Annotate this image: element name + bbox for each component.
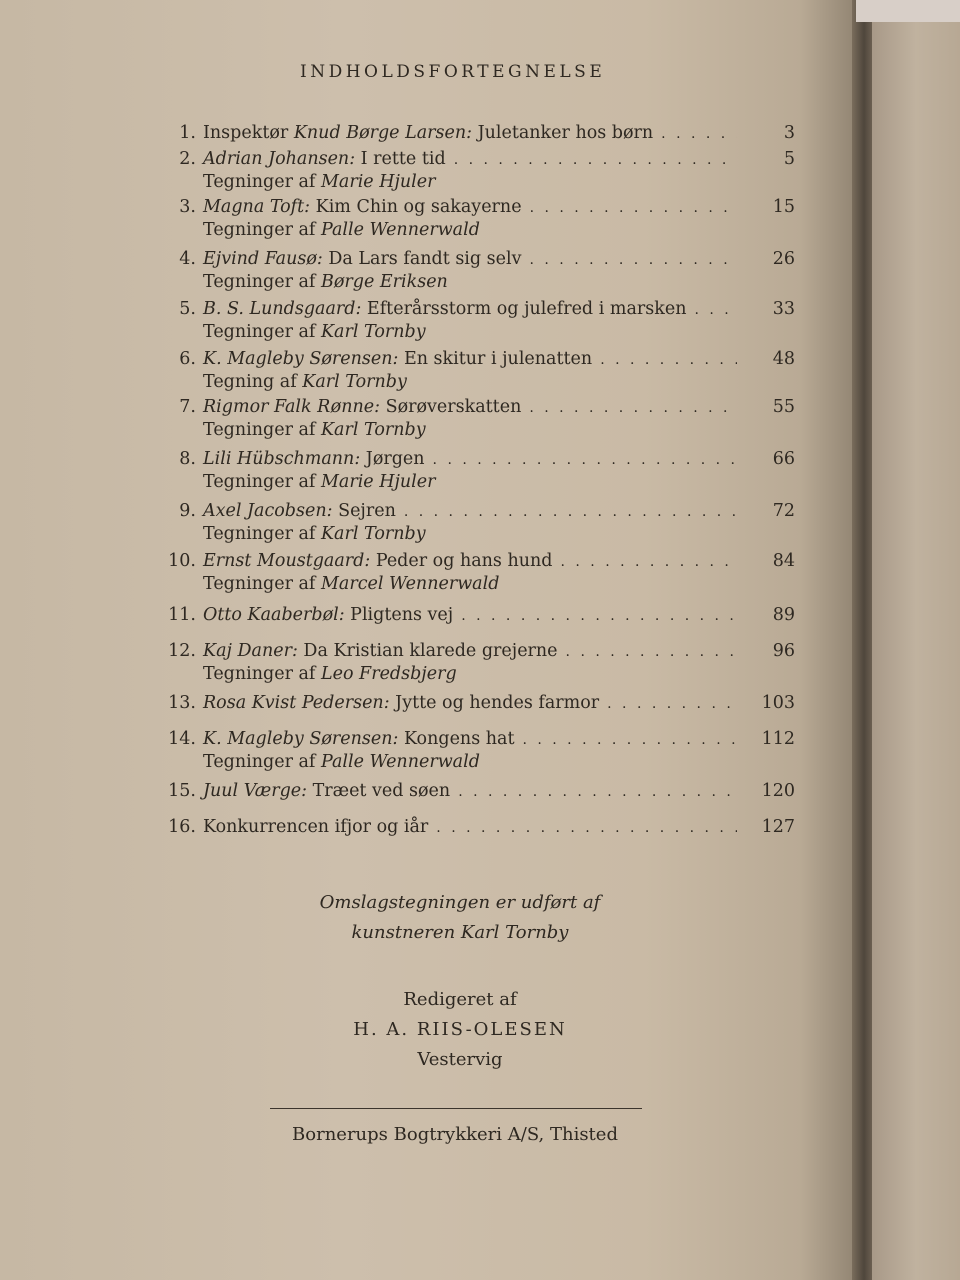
toc-entry — [120, 500, 795, 545]
printer-imprint: Bornerups Bogtrykkeri A/S, Thisted — [292, 1124, 618, 1145]
leader-dots — [530, 197, 737, 219]
toc-entry-row — [120, 816, 795, 839]
toc-entry — [120, 816, 795, 839]
entry-number: 1. — [179, 123, 196, 143]
entry-author: Otto Kaaberbøl: — [203, 605, 345, 625]
illustrator-name: Palle Wennerwald — [320, 220, 480, 240]
illustrator-prefix: Tegninger af — [203, 220, 321, 240]
entry-page-number: 72 — [772, 501, 795, 521]
entry-title-line — [203, 348, 592, 370]
entry-prefix: Inspektør — [203, 123, 294, 143]
entry-number: 3. — [179, 197, 196, 217]
entry-author: Rigmor Falk Rønne: — [203, 397, 381, 417]
entry-title: Efterårsstorm og julefred i marsken — [361, 299, 687, 319]
entry-author: K. Magleby Sørensen: — [203, 729, 399, 749]
entry-author: Ernst Moustgaard: — [203, 551, 371, 571]
toc-entry — [120, 396, 795, 441]
illustrator-prefix: Tegninger af — [203, 172, 321, 192]
leader-dots — [522, 729, 737, 751]
entry-page-number: 89 — [772, 605, 795, 625]
divider-rule — [270, 1108, 642, 1109]
toc-entry — [120, 448, 795, 493]
entry-page-number: 66 — [772, 449, 795, 469]
illustrator-prefix: Tegninger af — [203, 574, 321, 594]
illustrator-name: Karl Tornby — [320, 420, 426, 440]
entry-title-line — [203, 448, 425, 470]
leader-dots — [661, 123, 737, 145]
toc-entry-row — [120, 550, 795, 573]
entry-title-line — [203, 640, 558, 662]
entry-illustrator-line — [120, 523, 795, 545]
entry-illustrator-line — [120, 321, 795, 343]
entry-title-line — [203, 550, 553, 572]
toc-entry — [120, 196, 795, 241]
entry-title: I rette tid — [355, 149, 446, 169]
illustrator-prefix: Tegning af — [203, 372, 303, 392]
illustrator-prefix: Tegninger af — [203, 322, 321, 342]
entry-title: Jørgen — [360, 449, 425, 469]
toc-heading: INDHOLDSFORTEGNELSE — [300, 62, 606, 82]
toc-entry-row — [120, 196, 795, 219]
entry-page-number: 5 — [783, 149, 795, 169]
entry-page-number: 96 — [772, 641, 795, 661]
entry-number: 13. — [168, 693, 196, 713]
entry-title-line — [203, 148, 446, 170]
entry-title: Sørøverskatten — [380, 397, 522, 417]
toc-entry-row — [120, 122, 795, 145]
leader-dots — [461, 605, 737, 627]
facing-page-edge — [872, 0, 960, 1280]
editor-place: Vestervig — [417, 1049, 503, 1070]
entry-illustrator-line — [120, 219, 795, 241]
entry-title-line — [203, 196, 522, 218]
toc-entry-row — [120, 500, 795, 523]
entry-number: 14. — [168, 729, 196, 749]
entry-number: 8. — [179, 449, 196, 469]
entry-illustrator-line — [120, 371, 795, 393]
illustrator-prefix: Tegninger af — [203, 664, 321, 684]
toc-entry-row — [120, 448, 795, 471]
entry-title: Da Lars fandt sig selv — [322, 249, 522, 269]
entry-author: B. S. Lundsgaard: — [203, 299, 362, 319]
entry-title-line — [203, 248, 522, 270]
leader-dots — [600, 349, 737, 371]
cover-note-line: Omslagstegningen er udført af — [319, 892, 601, 913]
toc-entry-row — [120, 148, 795, 171]
illustrator-name: Børge Eriksen — [320, 272, 448, 292]
entry-number: 9. — [179, 501, 196, 521]
entry-title: Træet ved søen — [307, 781, 451, 801]
entry-title: Da Kristian klarede grejerne — [297, 641, 558, 661]
leader-dots — [561, 551, 738, 573]
entry-title-line — [203, 298, 686, 320]
entry-page-number: 84 — [772, 551, 795, 571]
entry-author: Ejvind Fausø: — [203, 249, 323, 269]
entry-author: Knud Børge Larsen: — [293, 123, 473, 143]
entry-title: Kongens hat — [398, 729, 515, 749]
leader-dots — [566, 641, 737, 663]
entry-illustrator-line — [120, 751, 795, 773]
entry-title-line — [203, 500, 396, 522]
illustrator-name: Karl Tornby — [320, 322, 426, 342]
illustrator-prefix: Tegninger af — [203, 272, 321, 292]
illustrator-name: Leo Fredsbjerg — [320, 664, 457, 684]
entry-illustrator-line — [120, 663, 795, 685]
entry-title: Sejren — [332, 501, 396, 521]
illustrator-name: Palle Wennerwald — [320, 752, 480, 772]
toc-entry — [120, 122, 795, 145]
toc-entry — [120, 248, 795, 293]
entry-author: Axel Jacobsen: — [203, 501, 333, 521]
entry-title: Juletanker hos børn — [472, 123, 654, 143]
entry-page-number: 15 — [772, 197, 795, 217]
entry-number: 5. — [179, 299, 196, 319]
illustrator-name: Marcel Wennerwald — [320, 574, 500, 594]
entry-title-line — [203, 728, 514, 750]
toc-entry — [120, 692, 795, 715]
illustrator-name: Marie Hjuler — [320, 172, 436, 192]
entry-illustrator-line — [120, 171, 795, 193]
editor-label: Redigeret af — [403, 989, 517, 1010]
entry-page-number: 3 — [783, 123, 795, 143]
entry-author: Juul Værge: — [203, 781, 308, 801]
entry-author: Lili Hübschmann: — [203, 449, 361, 469]
toc-entry-row — [120, 396, 795, 419]
entry-number: 10. — [168, 551, 196, 571]
editor-name: H. A. RIIS-OLESEN — [353, 1019, 567, 1040]
toc-entry — [120, 348, 795, 393]
toc-entry — [120, 640, 795, 685]
toc-entry-row — [120, 780, 795, 803]
entry-title: En skitur i julenatten — [398, 349, 593, 369]
entry-title: Peder og hans hund — [370, 551, 553, 571]
illustrator-prefix: Tegninger af — [203, 752, 321, 772]
entry-illustrator-line — [120, 573, 795, 595]
toc-entry-row — [120, 248, 795, 271]
entry-illustrator-line — [120, 471, 795, 493]
entry-title-line — [203, 692, 599, 714]
leader-dots — [404, 501, 737, 523]
entry-page-number: 55 — [772, 397, 795, 417]
toc-entry — [120, 148, 795, 193]
toc-entry-row — [120, 640, 795, 663]
illustrator-name: Karl Tornby — [302, 372, 407, 392]
illustrator-prefix: Tegninger af — [203, 420, 321, 440]
entry-page-number: 112 — [761, 729, 795, 749]
leader-dots — [530, 249, 738, 271]
entry-prefix: Konkurrencen ifjor og iår — [203, 817, 429, 837]
entry-author: K. Magleby Sørensen: — [203, 349, 399, 369]
leader-dots — [694, 299, 737, 321]
entry-author: Magna Toft: — [203, 197, 311, 217]
entry-number: 15. — [168, 781, 196, 801]
book-gutter — [852, 0, 872, 1280]
toc-entry — [120, 728, 795, 773]
entry-title-line — [203, 604, 453, 626]
entry-number: 2. — [179, 149, 196, 169]
leader-dots — [433, 449, 737, 471]
illustrator-prefix: Tegninger af — [203, 472, 321, 492]
entry-number: 16. — [168, 817, 196, 837]
leader-dots — [607, 693, 737, 715]
leader-dots — [529, 397, 737, 419]
toc-entry-row — [120, 728, 795, 751]
entry-page-number: 120 — [761, 781, 795, 801]
entry-title: Kim Chin og sakayerne — [310, 197, 522, 217]
illustrator-name: Karl Tornby — [320, 524, 426, 544]
leader-dots — [454, 149, 737, 171]
entry-title: Jytte og hendes farmor — [389, 693, 600, 713]
entry-illustrator-line — [120, 419, 795, 441]
toc-entry-row — [120, 298, 795, 321]
illustrator-prefix: Tegninger af — [203, 524, 321, 544]
illustrator-name: Marie Hjuler — [320, 472, 436, 492]
entry-number: 12. — [168, 641, 196, 661]
toc-entry — [120, 550, 795, 595]
toc-entry-row — [120, 348, 795, 371]
entry-page-number: 33 — [772, 299, 795, 319]
entry-author: Adrian Johansen: — [203, 149, 356, 169]
toc-entry-row — [120, 604, 795, 627]
entry-title-line — [203, 122, 653, 144]
entry-number: 4. — [179, 249, 196, 269]
entry-number: 6. — [179, 349, 196, 369]
entry-title: Pligtens vej — [344, 605, 454, 625]
entry-page-number: 103 — [761, 693, 795, 713]
entry-number: 11. — [168, 605, 196, 625]
entry-number: 7. — [179, 397, 196, 417]
leader-dots — [458, 781, 737, 803]
entry-illustrator-line — [120, 271, 795, 293]
entry-author: Rosa Kvist Pedersen: — [203, 693, 390, 713]
toc-entry — [120, 780, 795, 803]
background-strip — [856, 0, 960, 22]
editor-block — [300, 985, 620, 1075]
leader-dots — [436, 817, 737, 839]
toc-entry — [120, 604, 795, 627]
entry-title-line — [203, 396, 521, 418]
cover-note — [280, 888, 640, 948]
toc-entry-row — [120, 692, 795, 715]
cover-note-line: kunstneren Karl Tornby — [351, 922, 569, 943]
entry-title-line — [203, 816, 428, 838]
entry-page-number: 48 — [772, 349, 795, 369]
entry-author: Kaj Daner: — [203, 641, 298, 661]
entry-page-number: 127 — [761, 817, 795, 837]
entry-title-line — [203, 780, 450, 802]
entry-page-number: 26 — [772, 249, 795, 269]
toc-entry — [120, 298, 795, 343]
